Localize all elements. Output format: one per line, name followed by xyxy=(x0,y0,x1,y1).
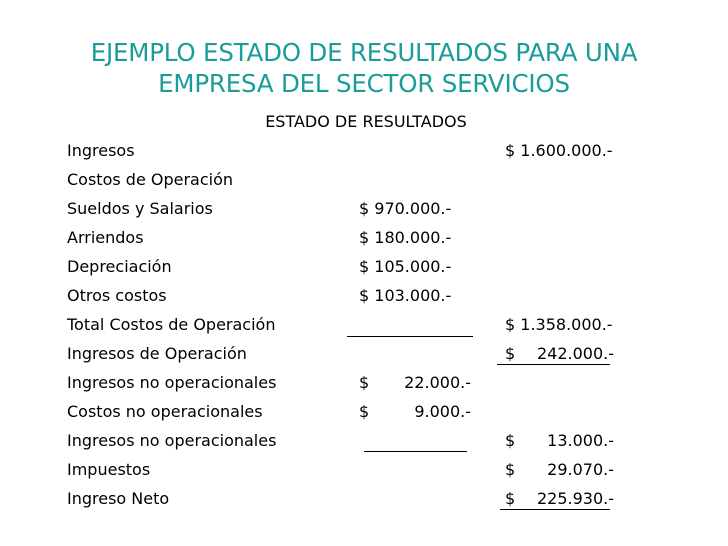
statement-row-depreciacion xyxy=(0,254,728,283)
row-label: Ingresos no operacionales xyxy=(67,373,277,392)
amount-value: 29.070.- xyxy=(547,460,614,479)
statement-row-ingreso-neto xyxy=(0,486,728,515)
row-label: Ingresos xyxy=(67,141,135,160)
detail-amount: $ 180.000.- xyxy=(359,228,452,247)
statement-row-sueldos-y-salarios xyxy=(0,196,728,225)
row-label: Arriendos xyxy=(67,228,144,247)
statement-row-costos-de-operacion xyxy=(0,167,728,196)
amount-value: 242.000.- xyxy=(536,344,614,363)
statement-row-impuestos xyxy=(0,457,728,486)
detail-amount: $ 970.000.- xyxy=(359,199,452,218)
statement-row-otros-costos xyxy=(0,283,728,312)
row-label: Impuestos xyxy=(67,460,151,479)
row-label: Otros costos xyxy=(67,286,167,305)
total-rule xyxy=(497,364,610,365)
statement-row-ingresos-no-operacionales xyxy=(0,370,728,399)
amount-value: 225.930.- xyxy=(536,489,614,508)
currency-sign: $ xyxy=(359,402,370,421)
row-label: Ingreso Neto xyxy=(67,489,170,508)
currency-sign: $ xyxy=(359,373,370,392)
row-label: Sueldos y Salarios xyxy=(67,199,213,218)
net-income-rule xyxy=(500,509,610,510)
total-amount: $ 1.358.000.- xyxy=(505,315,613,334)
amount-value: 22.000.- xyxy=(404,373,471,392)
statement-row-arriendos xyxy=(0,225,728,254)
statement-row-total-costos-de-operacion xyxy=(0,312,728,341)
statement-row-ingresos-no-operacionales-neto xyxy=(0,428,728,457)
currency-sign: $ xyxy=(505,489,516,508)
currency-sign: $ xyxy=(505,344,516,363)
statement-heading: ESTADO DE RESULTADOS xyxy=(265,112,467,131)
total-amount: $ 1.600.000.- xyxy=(505,141,613,160)
detail-amount: $ 103.000.- xyxy=(359,286,452,305)
detail-amount: $ 105.000.- xyxy=(359,257,452,276)
currency-sign: $ xyxy=(505,460,516,479)
slide-title-line-2: EMPRESA DEL SECTOR SERVICIOS xyxy=(158,69,570,98)
row-label: Ingresos no operacionales xyxy=(67,431,277,450)
amount-value: 9.000.- xyxy=(414,402,471,421)
row-label: Total Costos de Operación xyxy=(67,315,276,334)
statement-row-ingresos xyxy=(0,138,728,167)
row-label: Depreciación xyxy=(67,257,172,276)
row-label: Costos de Operación xyxy=(67,170,234,189)
currency-sign: $ xyxy=(505,431,516,450)
amount-value: 13.000.- xyxy=(547,431,614,450)
slide-title xyxy=(0,37,728,99)
row-label: Ingresos de Operación xyxy=(67,344,247,363)
slide-title-line-1: EJEMPLO ESTADO DE RESULTADOS PARA UNA xyxy=(90,38,638,67)
statement-row-costos-no-operacionales xyxy=(0,399,728,428)
statement-row-ingresos-de-operacion xyxy=(0,341,728,370)
row-label: Costos no operacionales xyxy=(67,402,263,421)
